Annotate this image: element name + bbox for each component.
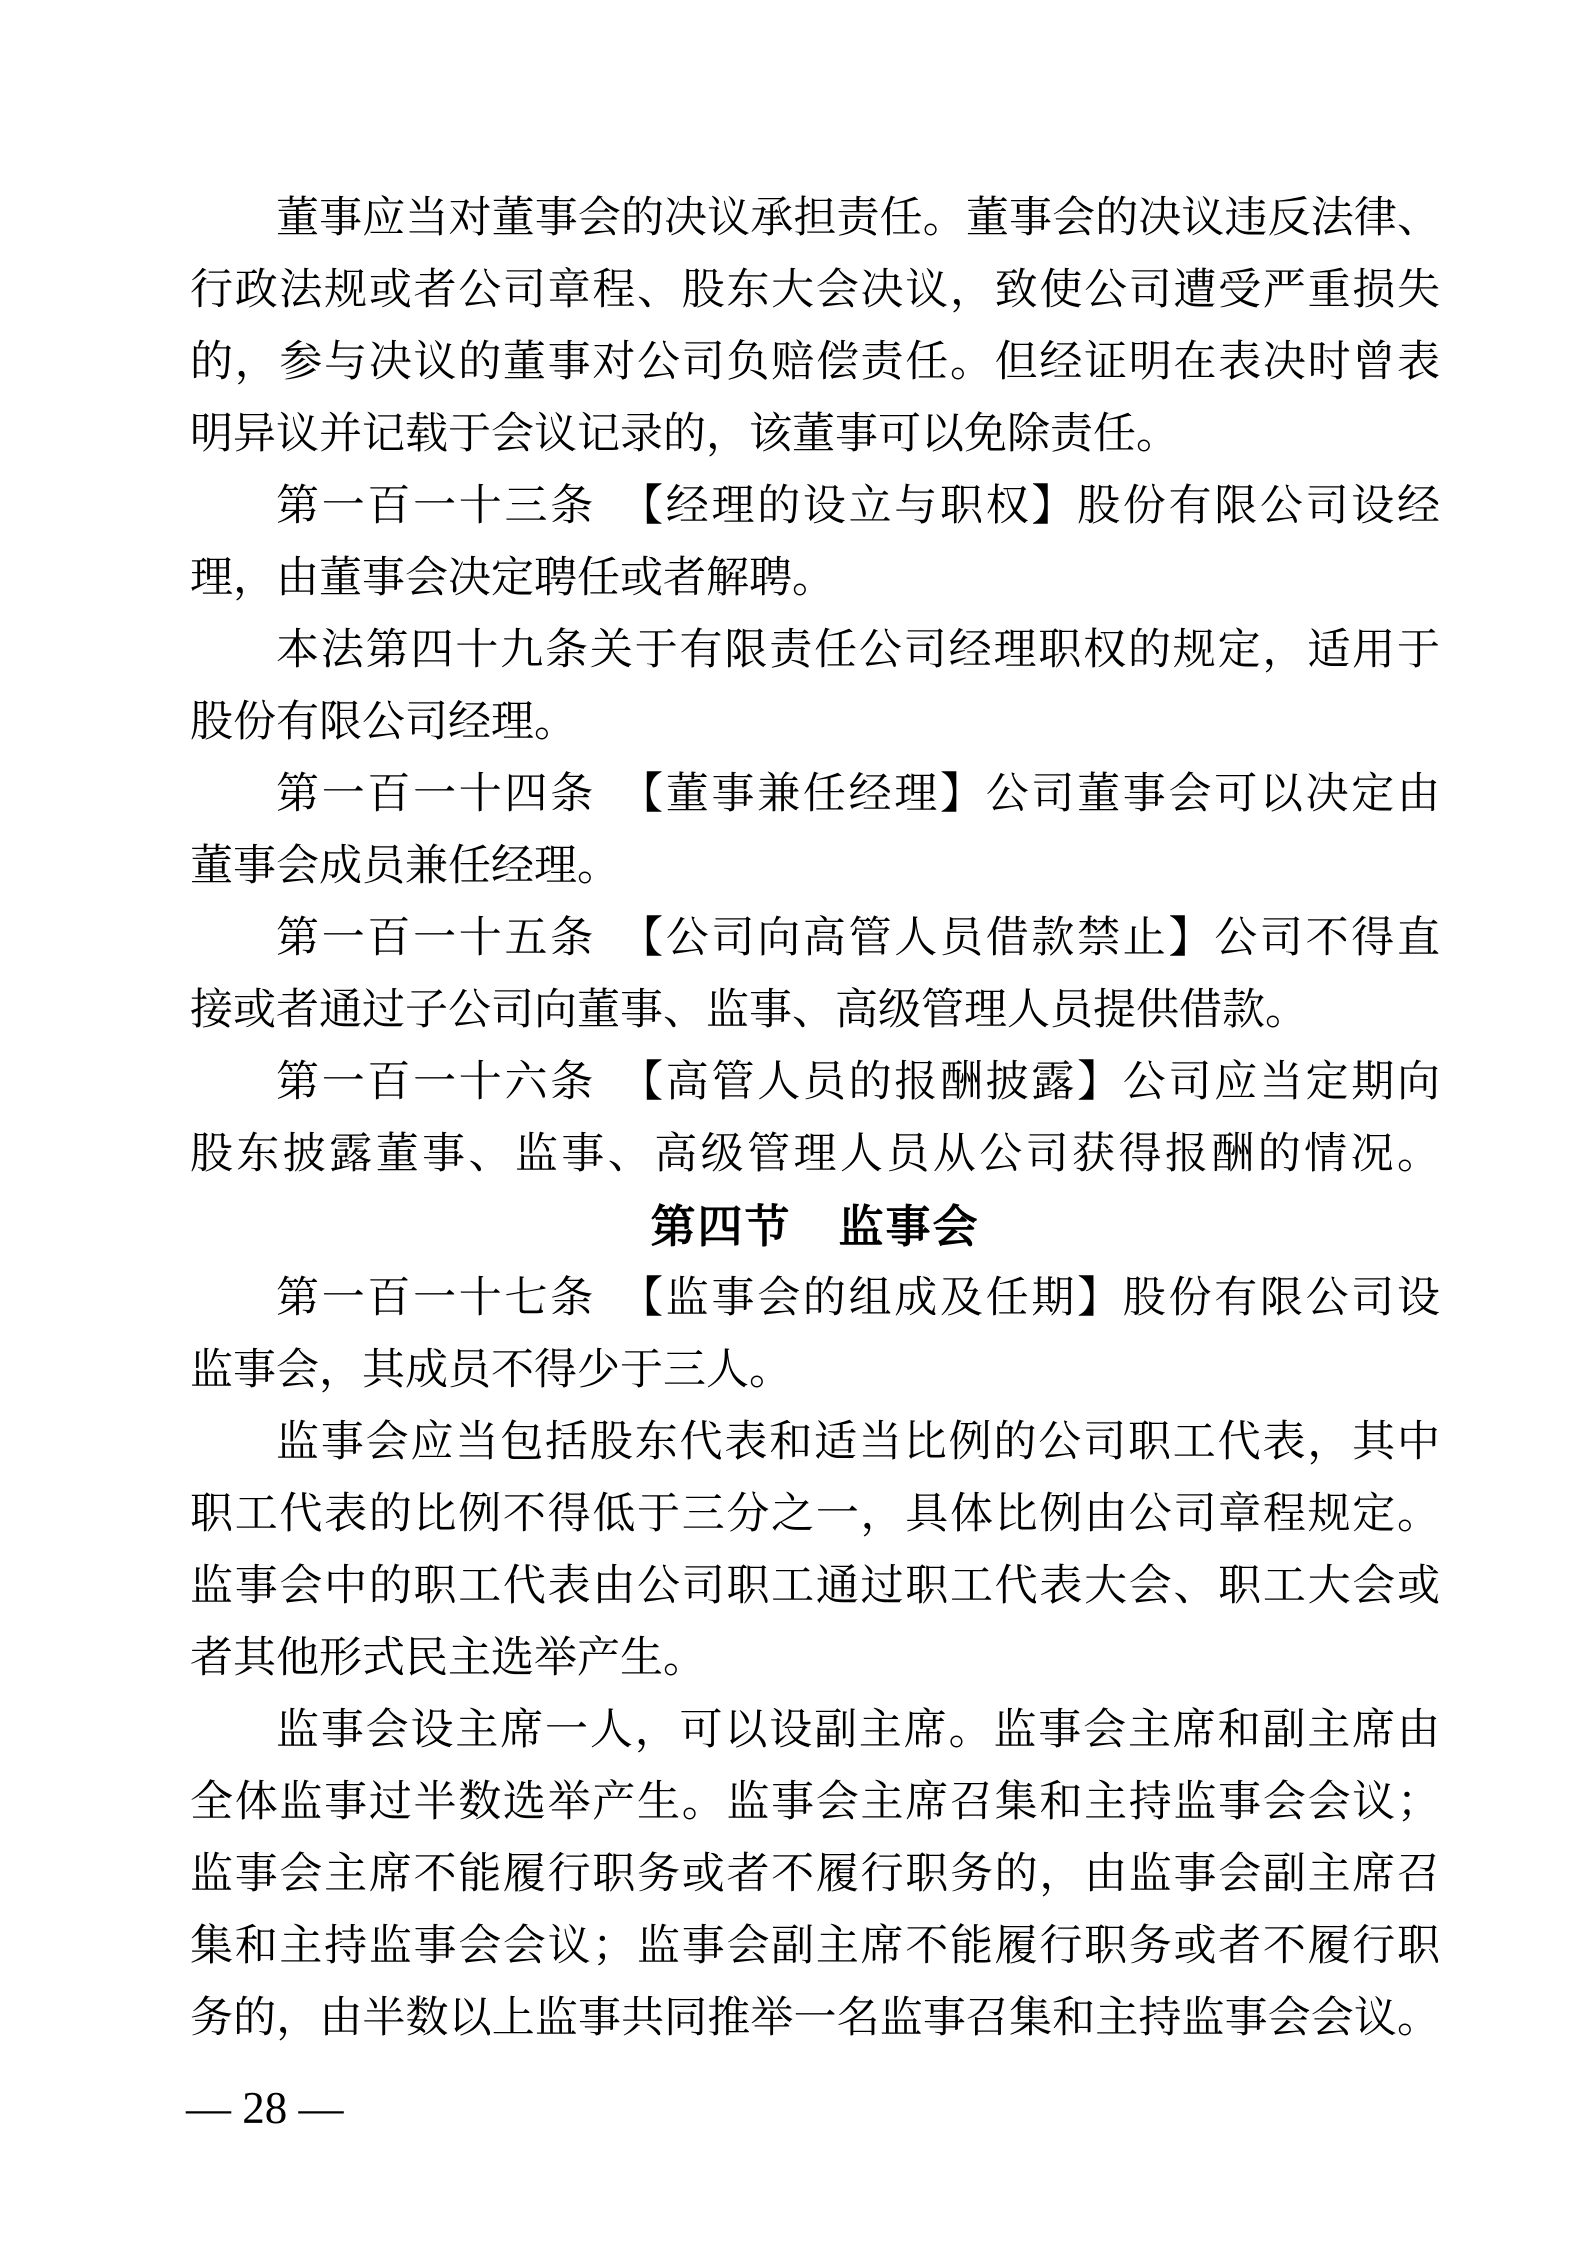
text-line: 理，由董事会决定聘任或者解聘。 [190,555,835,602]
text-line: 董事应当对董事会的决议承担责任。董事会的决议违反法律、 [276,195,1440,242]
text-line: 监事会应当包括股东代表和适当比例的公司职工代表，其中 [276,1419,1440,1466]
text-line: 接或者通过子公司向董事、监事、高级管理人员提供借款。 [190,987,1308,1034]
text-line: 监事会中的职工代表由公司职工通过职工代表大会、职工大会或 [190,1563,1440,1610]
text-line: 第一百一十七条 【监事会的组成及任期】股份有限公司设 [276,1275,1440,1322]
text-line: 第一百一十三条 【经理的设立与职权】股份有限公司设经 [276,483,1440,530]
text-line: 行政法规或者公司章程、股东大会决议，致使公司遭受严重损失 [190,267,1440,314]
text-line: 监事会，其成员不得少于三人。 [190,1347,792,1394]
section-heading: 第四节 监事会 [650,1201,980,1252]
text-line: 股东披露董事、监事、高级管理人员从公司获得报酬的情况。 [190,1131,1440,1178]
text-line: 的，参与决议的董事对公司负赔偿责任。但经证明在表决时曾表 [190,339,1440,386]
text-line: 明异议并记载于会议记录的，该董事可以免除责任。 [190,411,1179,458]
text-line: 全体监事过半数选举产生。监事会主席召集和主持监事会会议； [190,1779,1440,1826]
text-line: 股份有限公司经理。 [190,699,577,746]
text-line: 监事会设主席一人，可以设副主席。监事会主席和副主席由 [276,1707,1440,1754]
text-line: 者其他形式民主选举产生。 [190,1635,706,1682]
page-number: — 28 — [186,2083,344,2133]
text-line: 第一百一十四条 【董事兼任经理】公司董事会可以决定由 [276,771,1440,818]
text-line: 监事会主席不能履行职务或者不履行职务的，由监事会副主席召 [190,1851,1440,1898]
text-line: 本法第四十九条关于有限责任公司经理职权的规定，适用于 [276,627,1440,674]
text-line: 职工代表的比例不得低于三分之一，具体比例由公司章程规定。 [190,1491,1440,1538]
text-line: 集和主持监事会会议；监事会副主席不能履行职务或者不履行职 [190,1923,1440,1970]
text-line: 务的，由半数以上监事共同推举一名监事召集和主持监事会会议。 [190,1995,1440,2042]
text-line: 第一百一十六条 【高管人员的报酬披露】公司应当定期向 [276,1059,1440,1106]
text-line: 董事会成员兼任经理。 [190,843,620,890]
text-line: 第一百一十五条 【公司向高管人员借款禁止】公司不得直 [276,915,1440,962]
page-footer [186,2072,344,2144]
document-body [190,183,1440,2055]
